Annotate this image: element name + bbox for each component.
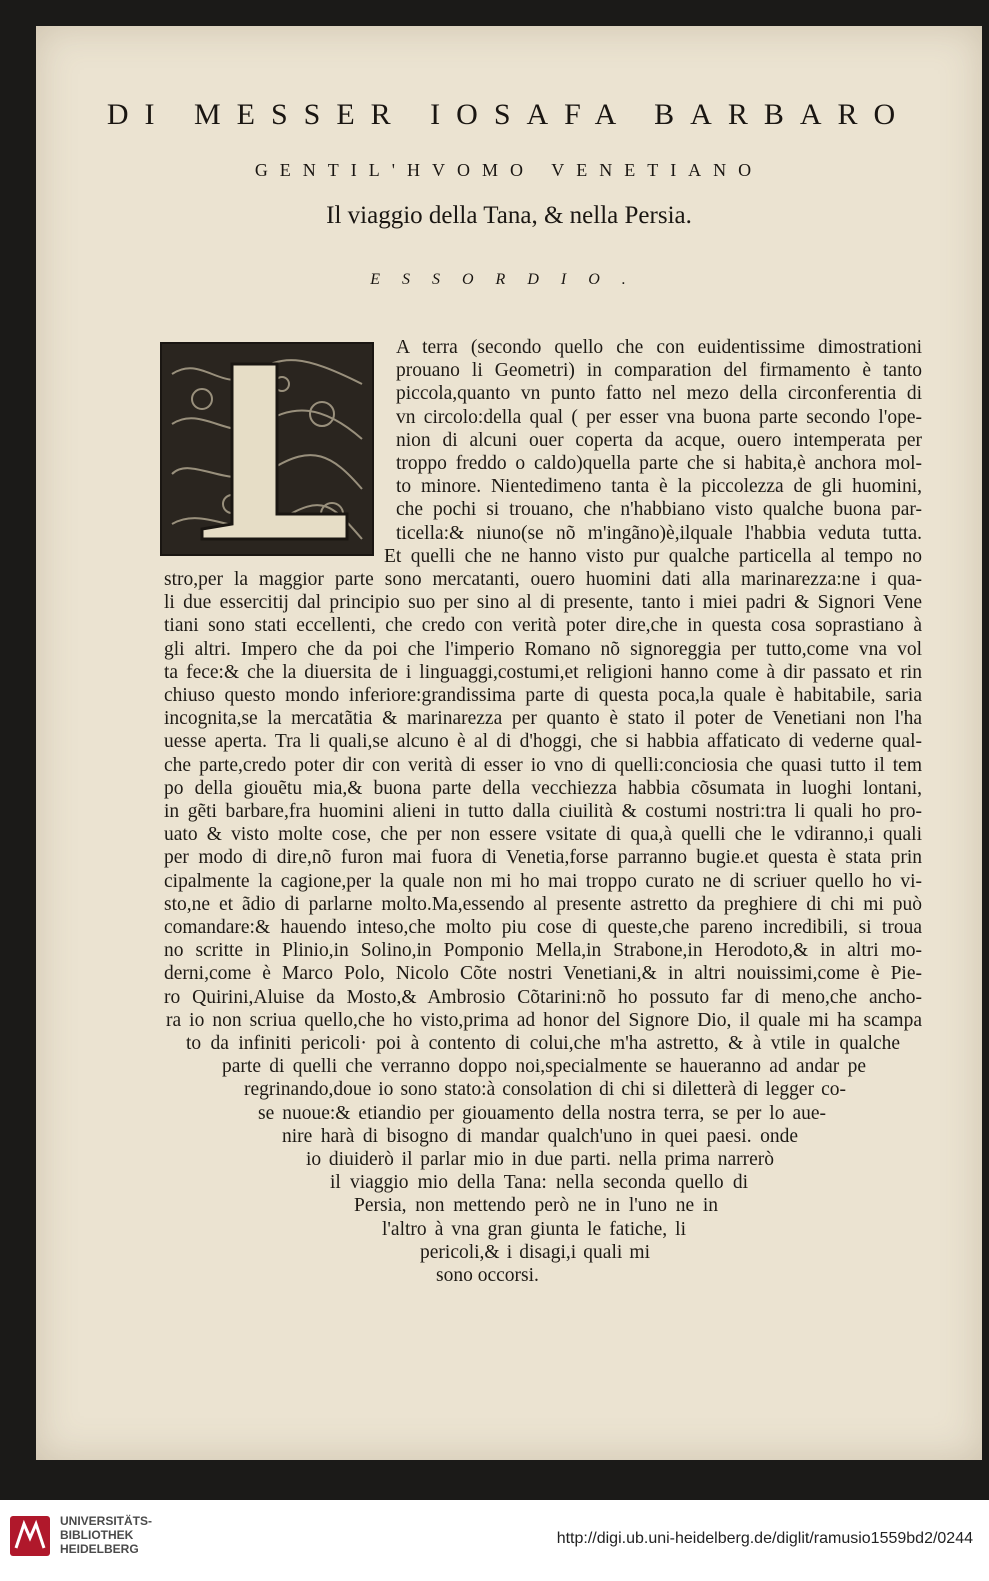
text-line: parte di quelli che verranno doppo noi,specialmente se haueranno ad andar pe (222, 1056, 866, 1078)
text-line: vn circolo:della qual ( per esser vna buona parte secondo l'ope- (396, 406, 922, 428)
text-line: per modo di dire,nõ furon mai fuora di Venetia,forse parranno bugie.et questa è stata prin (164, 847, 922, 869)
text-line: ra io non scriua quello,che ho visto,prima ad honor del Signore Dio, il quale mi ha scampa (166, 1009, 922, 1031)
text-line: ta fece:& che la diuersita de i linguaggi,costumi,et religioni hanno come à dir passato et rin (164, 661, 922, 683)
library-name-line: BIBLIOTHEK (60, 1528, 134, 1542)
text-line: incognita,se la mercatãtia & marinarezza per quanto è stato il poter de Venetiani non l'ha (164, 708, 922, 730)
text-line: to minore. Nientedimeno tanta è la piccolezza de gli huomini, (396, 476, 922, 498)
text-line: stro,per la maggior parte sono mercatanti, ouero huomini dati alla marinarezza:ne i qua- (164, 569, 922, 590)
text-line: li due essercitij dal principio suo per sino al di presente, tanto i miei padri & Signori Vene (164, 592, 922, 614)
book-page (36, 26, 982, 1460)
text-line: sto,ne et ãdio di parlarne molto.Ma,essendo al presente astretto da preghiere di chi mi può (164, 893, 922, 915)
text-line: gli altri. Impero che da poi che l'imperio Romano nõ signoreggia per tutto,come vna vol (164, 638, 922, 660)
text-line: nion di alcuni ouer coperta da acque, ouero intemperata per (396, 429, 922, 451)
text-line: ticella:& niuno(se nõ m'ingãno)è,ilquale l'habbia veduta tutta. (396, 522, 922, 544)
text-line: Persia, non mettendo però ne in l'uno ne in (354, 1195, 718, 1217)
text-line: se nuoue:& etiandio per giouamento della nostra terra, se per lo aue- (258, 1102, 826, 1124)
text-line: il viaggio mio della Tana: nella seconda quello di (330, 1172, 748, 1194)
section-heading: ESSORDIO. (370, 271, 648, 288)
text-line: ro Quirini,Aluise da Mosto,& Ambrosio Cõtarini:nõ ho possuto far di meno,che ancho- (164, 986, 922, 1008)
text-line: chiuso questo mondo inferiore:grandissima parte di questa poca,la quale è habitabile, saria (164, 685, 922, 706)
text-line: troppo freddo o caldo)quella parte che si habita,è anchora mol- (396, 453, 922, 474)
text-line: nire harà di bisogno di mandar qualch'uno in quei paesi. onde (282, 1125, 798, 1147)
library-name-line: HEIDELBERG (60, 1542, 139, 1556)
text-line: che parte,credo poter dir con verità di esser io vno di quelli:conciosia che quasi tutto il tem (164, 754, 922, 776)
text-line: che pochi si trouano, che n'habbiano visto qualche buona par- (396, 499, 922, 521)
page-subtitle: GENTIL'HVOMO VENETIANO (254, 160, 764, 180)
text-line: regrinando,doue io sono stato:à consolation di chi si diletterà di legger co- (244, 1079, 846, 1101)
text-line: Et quelli che ne hanno visto pur qualche particella al tempo no (384, 545, 922, 567)
text-line: cipalmente la cagione,per la quale non mi ho mai troppo curato ne di scriuer quello ho vi- (164, 870, 922, 892)
text-line: tiani sono stati eccellenti, che credo con verità poter dire,che in questa cosa soprastiano à (164, 615, 922, 637)
text-line: uesse aperta. Tra li quali,se alcuno è al di d'hoggi, che si habbia affaticato di vederne qual- (164, 731, 922, 753)
text-line: derni,come è Marco Polo, Nicolo Cõte nostri Venetiani,& in altri nouissimi,come è Pie- (164, 963, 922, 985)
text-line: in gẽti barbare,fra huomini alieni in tutto dalla ciuilità & costumi nostri:tra li quali ho pro- (164, 801, 922, 822)
text-line: piccola,quanto vn punto fatto nel mezo della circonferentia di (396, 383, 922, 405)
chapter-title: Il viaggio della Tana, & nella Persia. (326, 202, 692, 229)
library-name-line: UNIVERSITÄTS- (60, 1514, 153, 1528)
text-line: l'altro à vna gran giunta le fatiche, li (382, 1218, 686, 1240)
text-line: prouano li Geometri) in comparation del firmamento è tanto (396, 360, 922, 382)
text-line: io diuiderò il parlar mio in due parti. nella prima narrerò (306, 1149, 774, 1170)
decorated-initial-letter (160, 342, 374, 556)
text-line: uato & visto molte cose, che per non essere vsitate di qua,à quelli che le vdiranno,i quali (164, 824, 922, 846)
text-line: comandare:& hauendo inteso,che molto piu cose di queste,che pareno incredibili, si troua (164, 917, 922, 938)
library-name (60, 1514, 152, 1556)
text-line: A terra (secondo quello che con euidentissime dimostrationi (396, 337, 922, 358)
text-line: pericoli,& i disagi,i quali mi (420, 1241, 650, 1263)
text-line: sono occorsi. (436, 1265, 539, 1286)
text-line: to da infiniti pericoli· poi à contento di colui,che m'ha astretto, & à vtile in qualche (186, 1033, 900, 1054)
text-line: po della giouẽtu mia,& buona parte della vecchiezza habbia cõsumata in luoghi lontani, (164, 777, 922, 799)
text-line: no scritte in Plinio,in Solino,in Pomponio Mella,in Strabone,in Herodoto,& in altri mo- (164, 940, 922, 962)
source-url[interactable]: http://digi.ub.uni-heidelberg.de/diglit/ramusio1559bd2/0244 (556, 1530, 973, 1547)
page-title: DI MESSER IOSAFA BARBARO (106, 98, 912, 131)
library-logo-icon (8, 1514, 52, 1558)
